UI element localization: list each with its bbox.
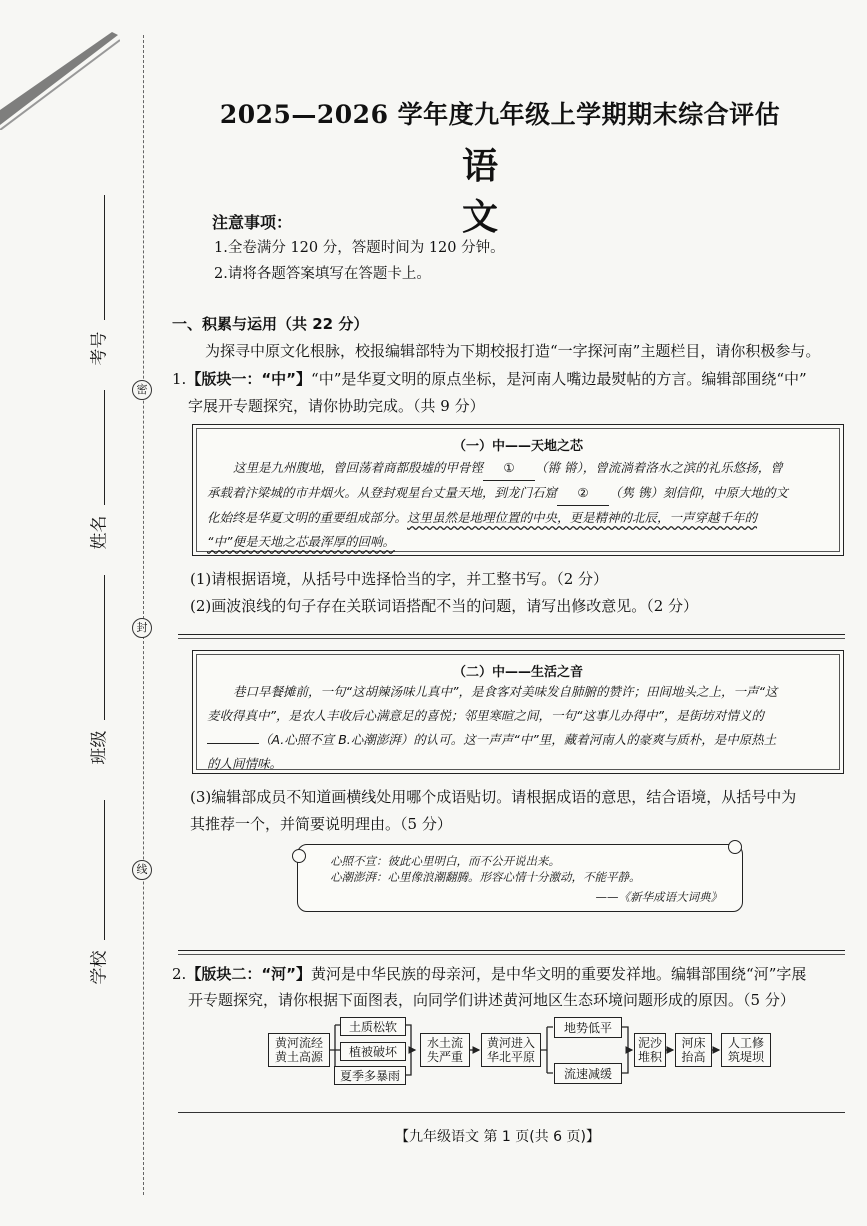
exam-number-label: 考号 (89, 331, 110, 366)
flow-node-riverbed: 河床 抬高 (675, 1033, 712, 1067)
sub-question-3: 其推荐一个，并简要说明理由。（5 分） (190, 815, 452, 833)
flow-node-condition: 流速减缓 (554, 1063, 622, 1084)
school-field[interactable] (104, 800, 105, 940)
question-number: 1. (172, 370, 187, 388)
reading-box-2 (192, 650, 844, 774)
question-text: 字展开专题探究，请你协助完成。（共 9 分） (188, 397, 485, 415)
question-number: 2. (172, 965, 187, 983)
answer-line[interactable] (178, 950, 845, 951)
dictionary-scroll (297, 844, 743, 912)
flow-node-dykes: 人工修 筑堤坝 (721, 1033, 771, 1067)
notice-heading: 注意事项： (212, 213, 293, 232)
notice-item: 1.全卷满分 120 分，答题时间为 120 分钟。 (214, 240, 505, 256)
seal-char-feng: 封 (132, 618, 152, 638)
seal-char-xian: 线 (132, 860, 152, 880)
intro-text: 为探寻中原文化根脉，校报编辑部特为下期校报打造“一字探河南”主题栏目，请你积极参与。 (205, 342, 821, 360)
box-text: 巷口早餐摊前，一句“这胡辣汤味儿真中”，是食客对美味发自肺腑的赞许；田间地头之上，一声“这 (233, 684, 778, 699)
name-label: 姓名 (89, 515, 110, 550)
page-corner-fold (0, 30, 120, 130)
question-text: 开专题探究，请你根据下面图表，向同学们讲述黄河地区生态环境问题形成的原因。（5 分） (188, 991, 795, 1009)
question-tag: 【版块一：“中”】 (186, 370, 312, 388)
sub-question-3: (3)编辑部成员不知道画横线处用哪个成语贴切。请根据成语的意思，结合语境，从括号中为 (190, 788, 797, 806)
class-label: 班级 (89, 730, 110, 765)
question-2 (172, 962, 852, 986)
box-title: （一）中——天地之芯 (452, 439, 583, 454)
box-text: （锵 锵），曾流淌着洛水之滨的礼乐悠扬，曾 (535, 460, 783, 475)
flow-node-cause: 植被破坏 (340, 1042, 406, 1061)
dictionary-entry: 心照不宣：彼此心里明白，而不公开说出来。 (330, 854, 560, 868)
answer-blank-1[interactable]: ① (483, 456, 535, 481)
wavy-sentence: “中”便是天地之芯最浑厚的回响。 (207, 534, 395, 549)
flow-node-cause: 夏季多暴雨 (334, 1066, 406, 1085)
box-title: （二）中——生活之音 (452, 665, 583, 680)
box-text: 的人间情味。 (207, 756, 283, 771)
box-text: （A.心照不宣 B.心潮澎湃）的认可。这一声声“中”里，藏着河南人的豪爽与质朴，是中原热土 (259, 732, 777, 747)
answer-line-inner (178, 638, 845, 639)
flow-node-condition: 地势低平 (554, 1017, 622, 1038)
answer-line[interactable] (178, 634, 845, 635)
seal-char-mi: 密 (132, 380, 152, 400)
question-text: “中”是华夏文明的原点坐标，是河南人嘴边最熨帖的方言。编辑部围绕“中” (311, 370, 807, 388)
page-footer: 【九年级语文 第 1 页(共 6 页)】 (395, 1129, 600, 1145)
binding-dashed-line (143, 35, 144, 1195)
box-text: 化始终是华夏文明的重要组成部分。 (207, 510, 408, 525)
name-field[interactable] (104, 390, 105, 505)
sub-question-2: (2)画波浪线的句子存在关联词语搭配不当的问题，请写出修改意见。（2 分） (190, 597, 699, 615)
scroll-curl (292, 849, 306, 863)
subject-title: 语 文 (461, 145, 558, 238)
dictionary-source: ——《新华成语大词典》 (595, 890, 722, 904)
dictionary-entry: 心潮澎湃：心里像浪潮翻腾。形容心情十分激动，不能平静。 (330, 870, 641, 884)
box-text: 承载着汴梁城的市井烟火。从登封观星台丈量天地，到龙门石窟 (207, 485, 558, 500)
answer-blank-2[interactable]: ② (557, 481, 609, 506)
exam-number-field[interactable] (104, 195, 105, 320)
notice-item: 2.请将各题答案填写在答题卡上。 (214, 266, 431, 282)
school-label: 学校 (89, 950, 110, 985)
sub-question-1: (1)请根据语境，从括号中选择恰当的字，并工整书写。（2 分） (190, 570, 609, 588)
question-text: 黄河是中华民族的母亲河，是中华文明的重要发祥地。编辑部围绕“河”字展 (311, 965, 807, 983)
exam-title: 2025—2026 学年度九年级上学期期末综合评估 (219, 100, 781, 129)
flow-node-deposit: 泥沙 堆积 (634, 1033, 666, 1067)
wavy-sentence: 这里虽然是地理位置的中央，更是精神的北辰，一声穿越千年的 (407, 510, 758, 525)
footer-divider (178, 1112, 845, 1113)
section-heading: 一、积累与运用（共 22 分） (172, 315, 369, 333)
box-text: （隽 镌）刻信仰，中原大地的文 (609, 485, 788, 500)
class-field[interactable] (104, 575, 105, 720)
flow-node-plain: 黄河进入 华北平原 (481, 1033, 541, 1067)
idiom-blank[interactable] (207, 743, 259, 744)
scroll-curl (728, 840, 742, 854)
flow-node-erosion: 水土流 失严重 (420, 1033, 470, 1067)
question-1 (172, 367, 852, 391)
flow-node-start: 黄河流经 黄土高源 (268, 1033, 330, 1067)
flow-node-cause: 土质松软 (340, 1017, 406, 1036)
question-tag: 【版块二：“河”】 (186, 965, 312, 983)
box-text: 麦收得真中”，是农人丰收后心满意足的喜悦；邻里寒暄之间，一句“这事儿办得中”，是街坊对情义的 (207, 708, 764, 723)
answer-line-inner (178, 954, 845, 955)
reading-box-1 (192, 424, 844, 556)
box-text: 这里是九州腹地，曾回荡着商都殷墟的甲骨铿 (233, 460, 484, 475)
